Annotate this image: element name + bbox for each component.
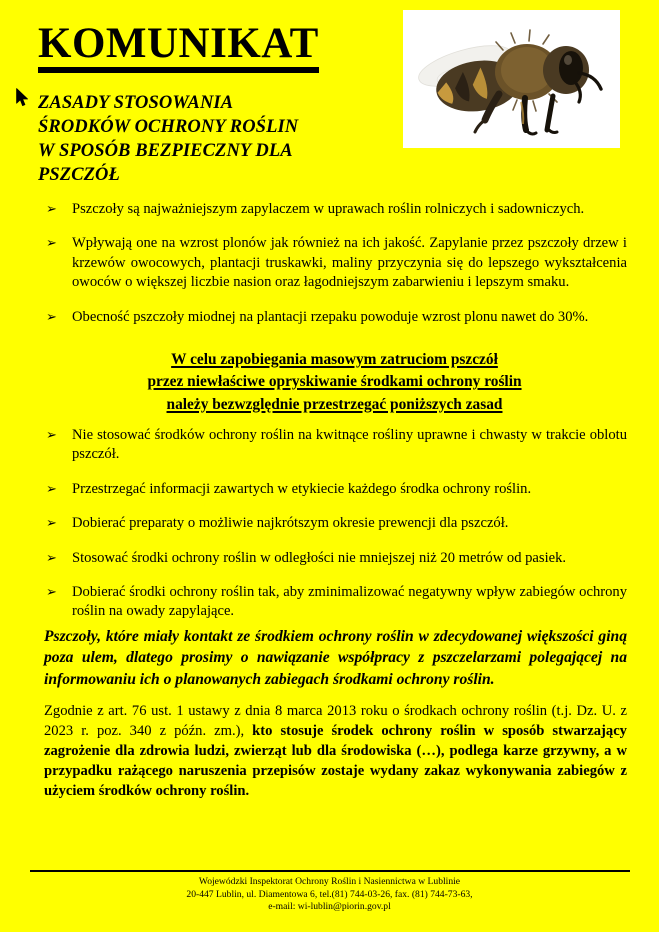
legal-lead-text: Zgodnie z art. 76 ust. 1 ustawy z dnia 8 marca 2013 roku o środkach ochrony roślin (t.j. Dz. U. z 2023 r. poz. 340 z późn. zm.), <box>44 703 627 740</box>
legal-paragraph <box>42 702 627 802</box>
page-title: KOMUNIKAT <box>38 22 319 73</box>
footer <box>0 870 659 914</box>
intro-bullet-list <box>42 200 627 327</box>
bee-photo <box>403 10 620 148</box>
bee-illustration <box>403 10 620 148</box>
emphasis-paragraph: Pszczoły, które miały kontakt ze środkiem ochrony roślin w zdecydowanej większości giną poza ulem, dlatego prosimy o nawiązanie współpracy z pszczelarzami polegającej na informowaniu ich o planowanych zabiegach środkami ochrony roślin. <box>44 627 627 688</box>
title-block <box>38 22 398 187</box>
list-item: ➢ Pszczoły są najważniejszym zapylaczem w uprawach roślin rolniczych i sadowniczych. <box>42 200 627 219</box>
subtitle-line-2: ŚRODKÓW OCHRONY ROŚLIN <box>38 116 299 137</box>
footer-divider <box>30 870 630 872</box>
page-subtitle <box>38 73 398 187</box>
footer-contact <box>0 876 659 914</box>
list-item: ➢ Obecność pszczoły miodnej na plantacji rzepaku powoduje wzrost plonu nawet do 30%. <box>42 308 627 327</box>
mouse-cursor-icon <box>16 88 29 107</box>
callout-heading <box>42 349 627 416</box>
callout-line-3: należy bezwzględnie przestrzegać poniższych zasad <box>166 395 503 413</box>
subtitle-line-1: ZASADY STOSOWANIA <box>38 92 234 113</box>
footer-institution: Wojewódzki Inspektorat Ochrony Roślin i Nasiennictwa w Lublinie <box>198 876 461 888</box>
list-item: ➢ Dobierać środki ochrony roślin tak, aby zminimalizować negatywny wpływ zabiegów ochrony roślin na owady zapylające. <box>42 583 627 622</box>
list-item: ➢ Dobierać preparaty o możliwie najkrótszym okresie prewencji dla pszczół. <box>42 514 627 533</box>
legal-bold-text: kto stosuje środek ochrony roślin w sposób stwarzający zagrożenie dla zdrowia ludzi, zwierząt lub dla środowiska (…), podlega karze grzywny, a w przypadku rażącego naruszenia przepisów zostaje wydany zakaz wykonywania zabiegów z użyciem środków ochrony roślin. <box>44 723 627 800</box>
subtitle-line-3: W SPOSÓB BEZPIECZNY DLA <box>38 140 293 161</box>
list-item: ➢ Wpływają one na wzrost plonów jak również na ich jakość. Zapylanie przez pszczoły drzew i krzewów owocowych, plantacji truskawki, maliny przyczynia się do lepszego wykształcenia owoców o większej liczbie nasion oraz łagodniejszym zabarwieniu i lepszym smaku. <box>42 234 627 292</box>
footer-email: e-mail: wi-lublin@piorin.gov.pl <box>268 901 391 913</box>
list-item: ➢ Przestrzegać informacji zawartych w etykiecie każdego środka ochrony roślin. <box>42 480 627 499</box>
subtitle-line-4: PSZCZÓŁ <box>38 165 120 185</box>
list-item: ➢ Nie stosować środków ochrony roślin na kwitnące rośliny uprawne i chwasty w trakcie oblotu pszczół. <box>42 426 627 465</box>
header <box>0 0 659 200</box>
content-body <box>0 200 659 802</box>
rules-bullet-list <box>42 426 627 622</box>
callout-line-2: przez niewłaściwe opryskiwanie środkami ochrony roślin <box>147 373 522 391</box>
list-item: ➢ Stosować środki ochrony roślin w odległości nie mniejszej niż 20 metrów od pasiek. <box>42 549 627 568</box>
callout-line-1: W celu zapobiegania masowym zatruciom pszczół <box>171 351 498 369</box>
footer-address: 20-447 Lublin, ul. Diamentowa 6, tel.(81) 744-03-26, fax. (81) 744-73-63, <box>186 888 473 900</box>
